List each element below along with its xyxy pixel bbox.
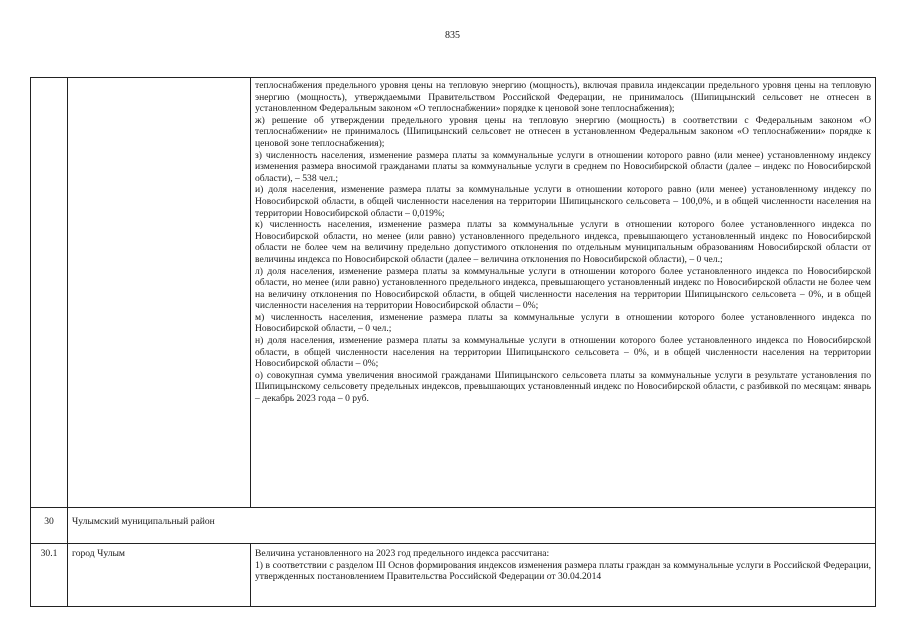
paragraph-m: м) численность населения, изменение размера платы за коммунальные услуги в отношении которого более установленного индекса по Новосибирской области, – 0 чел.; [255, 311, 871, 335]
row-number-cell: 30.1 [31, 544, 68, 607]
paragraph-l: л) доля населения, изменение размера платы за коммунальные услуги в отношении которого более установленного индекса по Новосибирской области, но менее (или равно) установленного предельного индекса, превышающего установленный индекс по Новосибирской области не более чем на величину отклонения по Новосибирской области, в общей численности населения на территории Шипицынского сельсовета – 0%, и в общей численности населения на территории Новосибирской области – 0%; [255, 265, 871, 312]
row-number-cell [31, 78, 68, 508]
paragraph-intro: теплоснабжения предельного уровня цены на тепловую энергию (мощность), включая правила индексации предельного уровня цены на тепловую энергию (мощность), утверждаемыми Правительством Российской Федерации, не принималось (Шипицынский сельсовет не отнесен в установленном Федеральным законом «О теплоснабжении» порядке к ценовой зоне теплоснабжения); [255, 80, 871, 115]
municipality-name-cell: город Чулым [68, 544, 251, 607]
row-number-cell: 30 [31, 508, 68, 544]
description-cell [251, 78, 876, 508]
document-table [30, 77, 876, 607]
paragraph-z: з) численность населения, изменение размера платы за коммунальные услуги в отношении которого равно (или менее) установленному индексу изменения размера вносимой гражданами платы за коммунальные услуги в среднем по Новосибирской области (далее – индекс по Новосибирской области), – 538 чел.; [255, 149, 871, 184]
table-row [31, 544, 876, 607]
paragraph-k: к) численность населения, изменение размера платы за коммунальные услуги в отношении которого более установленного индекса по Новосибирской области, но менее (или равно) установленного предельного индекса, превышающего установленный индекс по Новосибирской области не более чем на величину предельно допустимого отклонения по отдельным муниципальным образованиям Новосибирской области от величины индекса по Новосибирской области (далее – величина отклонения по Новосибирской области), – 0 чел.; [255, 219, 871, 265]
paragraph-n: н) доля населения, изменение размера платы за коммунальные услуги в отношении которого более установленного индекса по Новосибирской области, в общей численности населения на территории Шипицынского сельсовета – 0%, и в общей численности населения на территории Новосибирской области – 0%; [255, 335, 871, 370]
page-number: 835 [445, 30, 460, 41]
paragraph-zh: ж) решение об утверждении предельного уровня цены на тепловую энергию (мощность) в соответствии с Федеральным законом «О теплоснабжении» не принималось (Шипицынский сельсовет не отнесен в установленном Федеральным законом «О теплоснабжении» порядке к ценовой зоне теплоснабжения); [255, 114, 871, 149]
table-row [31, 508, 876, 544]
paragraph-i: и) доля населения, изменение размера платы за коммунальные услуги в отношении которого равно (или менее) установленному индексу по Новосибирской области, в общей численности населения на территории Шипицынского сельсовета – 100,0%, и в общей численности населения на территории Новосибирской области – 0,019%; [255, 184, 871, 219]
description-cell [251, 544, 876, 607]
table-row [31, 78, 876, 508]
paragraph-o: о) совокупная сумма увеличения вносимой гражданами Шипицынского сельсовета платы за коммунальные услуги в результате установления по Шипицынскому сельсовету предельных индексов, превышающих установленный индекс по Новосибирской области, с разбивкой по месяцам: январь – декабрь 2023 года – 0 руб. [255, 369, 871, 405]
municipality-name-cell [68, 78, 251, 508]
municipality-name-cell: Чулымский муниципальный район [68, 508, 876, 544]
paragraph-calc-1: 1) в соответствии с разделом III Основ формирования индексов изменения размера платы граждан за коммунальные услуги в Российской Федерации, утвержденных постановлением Правительства Российской Федерации от 30.04.2014 [255, 559, 871, 583]
paragraph-calc-intro: Величина установленного на 2023 год предельного индекса рассчитана: [255, 548, 550, 559]
